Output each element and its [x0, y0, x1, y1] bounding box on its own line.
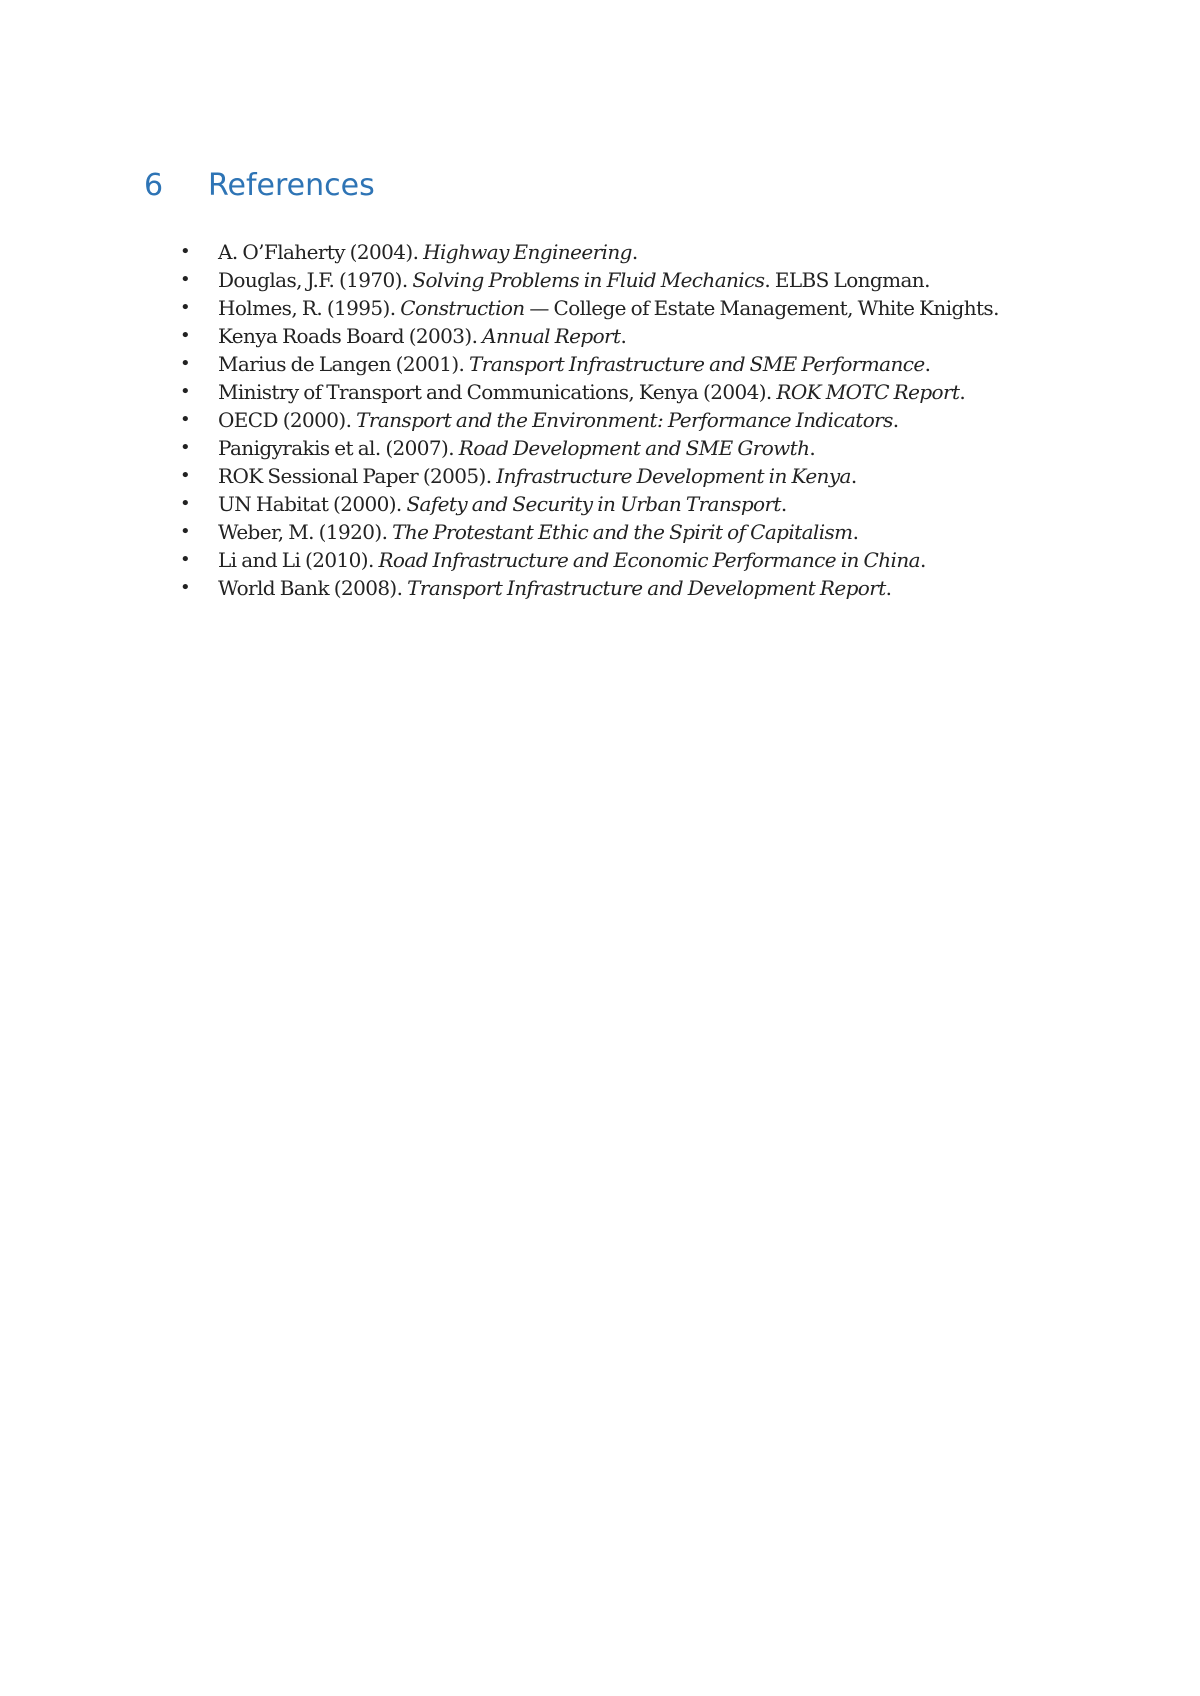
- reference-title: Highway Engineering: [423, 240, 632, 264]
- reference-item: [178, 518, 999, 546]
- reference-suffix: .: [924, 352, 931, 376]
- reference-suffix: .: [892, 408, 899, 432]
- reference-author-year: ROK Sessional Paper (2005).: [218, 464, 497, 488]
- reference-item: [178, 266, 999, 294]
- reference-suffix: .: [631, 240, 638, 264]
- reference-author-year: Ministry of Transport and Communications, Kenya (2004).: [218, 380, 777, 404]
- reference-suffix: .: [852, 520, 859, 544]
- reference-item: [178, 238, 999, 266]
- reference-author-year: Marius de Langen (2001).: [218, 352, 470, 376]
- reference-suffix: .: [809, 436, 816, 460]
- reference-suffix: .: [850, 464, 857, 488]
- section-title: References: [208, 168, 375, 203]
- section-number: 6: [144, 168, 164, 203]
- reference-item: [178, 546, 999, 574]
- bullet-icon: •: [180, 549, 191, 570]
- bullet-icon: •: [180, 409, 191, 430]
- reference-author-year: OECD (2000).: [218, 408, 357, 432]
- reference-item: [178, 490, 999, 518]
- reference-title: Construction: [400, 296, 525, 320]
- reference-title: Infrastructure Development in Kenya: [496, 464, 851, 488]
- bullet-icon: •: [180, 465, 191, 486]
- reference-title: Annual Report: [482, 324, 621, 348]
- reference-suffix: — College of Estate Management, White Knights.: [524, 296, 999, 320]
- section-heading: [144, 166, 375, 206]
- bullet-icon: •: [180, 577, 191, 598]
- bullet-icon: •: [180, 353, 191, 374]
- bullet-icon: •: [180, 493, 191, 514]
- bullet-icon: •: [180, 241, 191, 262]
- reference-suffix: .: [620, 324, 627, 348]
- reference-author-year: Li and Li (2010).: [218, 548, 379, 572]
- reference-suffix: . ELBS Longman.: [764, 268, 930, 292]
- bullet-icon: •: [180, 437, 191, 458]
- reference-item: [178, 462, 999, 490]
- reference-author-year: Weber, M. (1920).: [218, 520, 393, 544]
- reference-title: Transport Infrastructure and SME Performance: [469, 352, 925, 376]
- reference-item: [178, 378, 999, 406]
- reference-title: Road Infrastructure and Economic Performance in China: [378, 548, 920, 572]
- reference-author-year: Kenya Roads Board (2003).: [218, 324, 483, 348]
- bullet-icon: •: [180, 325, 191, 346]
- reference-title: Transport and the Environment: Performance Indicators: [356, 408, 893, 432]
- reference-title: Solving Problems in Fluid Mechanics: [412, 268, 765, 292]
- reference-title: Safety and Security in Urban Transport: [406, 492, 781, 516]
- reference-author-year: World Bank (2008).: [218, 576, 408, 600]
- reference-list: [178, 238, 999, 602]
- reference-author-year: Holmes, R. (1995).: [218, 296, 401, 320]
- reference-item: [178, 434, 999, 462]
- reference-author-year: A. O’Flaherty (2004).: [218, 240, 424, 264]
- bullet-icon: •: [180, 521, 191, 542]
- reference-title: The Protestant Ethic and the Spirit of Capitalism: [392, 520, 853, 544]
- bullet-icon: •: [180, 269, 191, 290]
- reference-author-year: UN Habitat (2000).: [218, 492, 407, 516]
- reference-item: [178, 322, 999, 350]
- reference-author-year: Panigyrakis et al. (2007).: [218, 436, 459, 460]
- bullet-icon: •: [180, 381, 191, 402]
- reference-item: [178, 294, 999, 322]
- reference-suffix: .: [885, 576, 892, 600]
- reference-title: ROK MOTC Report: [776, 380, 960, 404]
- bullet-icon: •: [180, 297, 191, 318]
- reference-item: [178, 350, 999, 378]
- reference-suffix: .: [780, 492, 787, 516]
- reference-item: [178, 406, 999, 434]
- reference-author-year: Douglas, J.F. (1970).: [218, 268, 413, 292]
- reference-item: [178, 574, 999, 602]
- reference-suffix: .: [959, 380, 966, 404]
- reference-title: Transport Infrastructure and Development Report: [407, 576, 886, 600]
- reference-suffix: .: [919, 548, 926, 572]
- reference-title: Road Development and SME Growth: [458, 436, 810, 460]
